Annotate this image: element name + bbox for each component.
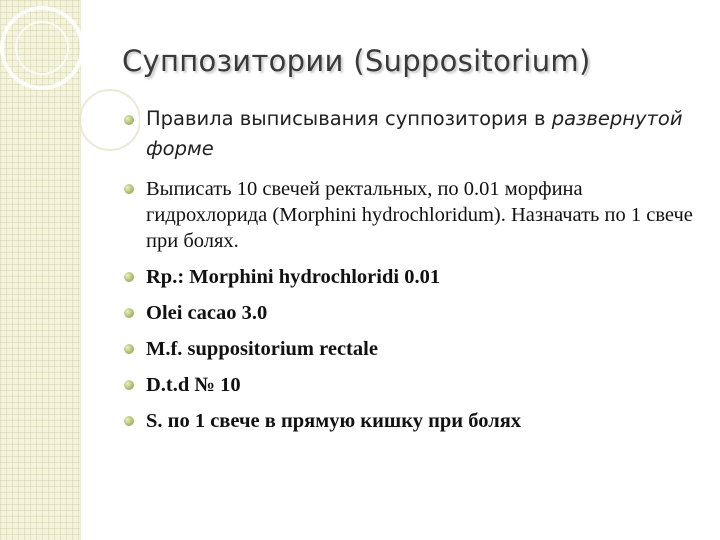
bullet-icon bbox=[124, 416, 134, 426]
bullet-icon bbox=[124, 344, 134, 354]
bullet-icon bbox=[124, 184, 134, 194]
bullet-icon bbox=[124, 380, 134, 390]
bullet-list bbox=[124, 104, 696, 444]
bullet-item bbox=[124, 264, 696, 290]
decorative-circles bbox=[0, 0, 140, 160]
bullet-text: Правила выписывания суппозитория в bbox=[146, 107, 552, 130]
bullet-item bbox=[124, 336, 696, 362]
bullet-item bbox=[124, 176, 696, 254]
bullet-text: D.t.d № 10 bbox=[146, 374, 241, 396]
bullet-icon bbox=[124, 272, 134, 282]
bullet-text: Выписать 10 свечей ректальных, по 0.01 морфина гидрохлорида (Morphini hydrochloridum). Назначать по 1 свече при болях. bbox=[146, 178, 693, 252]
bullet-text: S. по 1 свече в прямую кишку при болях bbox=[146, 410, 522, 432]
bullet-item bbox=[124, 408, 696, 434]
slide-title: Суппозитории (Suppositorium) bbox=[122, 44, 591, 78]
bullet-text: Olei cacao 3.0 bbox=[146, 302, 268, 324]
bullet-item bbox=[124, 300, 696, 326]
bullet-item bbox=[124, 372, 696, 398]
bullet-text: M.f. suppositorium rectale bbox=[146, 338, 378, 360]
bullet-icon bbox=[124, 308, 134, 318]
bullet-item bbox=[124, 104, 696, 164]
bullet-text: Rp.: Morphini hydrochloridi 0.01 bbox=[146, 266, 441, 288]
bullet-text-italic: развернутой форме bbox=[146, 107, 683, 160]
bullet-icon bbox=[124, 115, 134, 125]
